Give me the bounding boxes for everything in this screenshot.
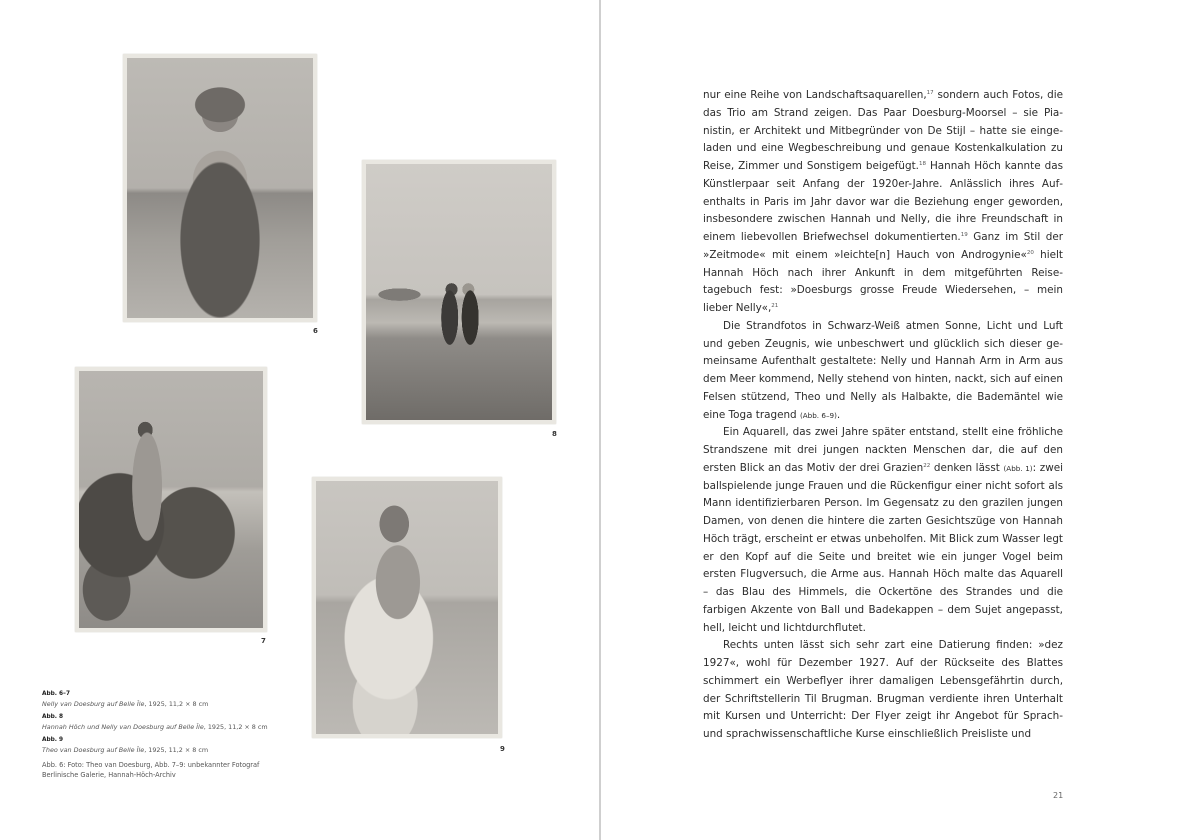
- text-run: denken lässt: [930, 461, 1004, 474]
- photo-figure-6: [123, 54, 317, 322]
- footnote-marker: 21: [771, 303, 779, 309]
- body-text: [703, 87, 1063, 744]
- body-paragraph: [703, 87, 1063, 318]
- footnote-marker: 22: [923, 462, 931, 469]
- footnote-marker: 19: [960, 232, 968, 238]
- footnote-marker: 17: [926, 90, 934, 96]
- caption-description: [42, 700, 342, 710]
- figure-number-8: 8: [552, 430, 557, 438]
- photo-figure-7: [75, 367, 267, 632]
- caption-work-title: Hannah Höch und Nelly van Doesburg auf Belle Île: [42, 722, 204, 731]
- photo-image: [366, 164, 552, 420]
- footnote-marker: 18: [918, 161, 926, 167]
- caption-work-title: Nelly van Doesburg auf Belle Île: [42, 699, 145, 708]
- figure-reference: (Abb. 6–9): [799, 410, 837, 420]
- credit-line-archive: Berlinische Galerie, Hannah-Höch-Archiv: [42, 771, 176, 779]
- photo-image: [127, 58, 313, 318]
- body-paragraph: [703, 318, 1063, 425]
- caption-description: [42, 746, 342, 756]
- caption-work-title: Theo van Doesburg auf Belle Île: [42, 745, 145, 754]
- text-run: .: [836, 408, 841, 421]
- text-run: Hannah Höch kannte das Künstlerpaar seit Anfang der 1920er-Jahre. Anlässlich ihres Aufenthalts in Paris im Jahr davor war die Beziehung enger geworden, insbesondere zwischen Hannah und Nelly, die ihre Freundschaft in einem liebevollen Briefwechsel dokumentierten.: [703, 160, 1063, 243]
- photo-image: [79, 371, 263, 628]
- text-run: sondern auch Fotos, die das Trio am Strand zeigen. Das Paar Doesburg-Moorsel – sie Pianistin, er Architekt und Mitbegründer von De Stijl – hatte sie eingeladen und eine Wegbeschreibung und genaue Kostenkalkulation zu Reise, Zimmer und Sonstigem beigefügt.: [703, 89, 1063, 172]
- text-run: Ganz im Stil der »Zeitmode« mit einem »leichte[n] Hauch von Androgynie«: [703, 231, 1063, 261]
- figure-number-7: 7: [261, 637, 266, 645]
- figure-captions: [42, 690, 342, 780]
- body-paragraph: [703, 424, 1063, 637]
- caption-title: Abb. 8: [42, 714, 64, 720]
- caption-details: , 1925, 11,2 × 8 cm: [203, 722, 268, 731]
- text-run: hielt Hannah Höch nach ihrer Ankunft in dem mitgeführten Reisetagebuch fest: »Doesburgs grosse Freude Wiedersehen, – mein lieber Nelly«,: [703, 248, 1063, 314]
- caption-abb-6-7: [42, 690, 342, 709]
- figure-number-6: 6: [313, 327, 318, 335]
- caption-abb-9: [42, 736, 342, 755]
- footnote-marker: 20: [1026, 249, 1034, 256]
- caption-abb-8: [42, 713, 342, 732]
- caption-title: Abb. 9: [42, 737, 64, 743]
- figure-reference: (Abb. 1): [1003, 463, 1033, 473]
- photo-figure-8: [362, 160, 556, 424]
- caption-details: , 1925, 11,2 × 8 cm: [144, 745, 209, 754]
- text-run: : zwei ballspielende junge Frauen und die Rückenfigur einer nicht sofort als Mann identifizierbaren Person. Im Gegensatz zu den grazilen jungen Damen, von denen die hintere die zarten Gesichtszüge von Hannah Höch trägt, erscheint er etwas unbeholfen. Mit Blick zum Wasser legt er den Kopf auf die Seite und breitet wie ein junger Vogel beim ersten Flugversuch, die Arme aus. Hannah Höch malte das Aquarell – das Blau des Himmels, die Ockertöne des Strandes und die farbigen Akzente von Ball und Badekappen – dem Sujet angepasst, hell, leicht und lichtdurchflutet.: [703, 461, 1063, 634]
- photo-image: [316, 481, 498, 734]
- caption-details: , 1925, 11,2 × 8 cm: [144, 699, 209, 708]
- body-paragraph: [703, 637, 1063, 744]
- text-run: Die Strandfotos in Schwarz-Weiß atmen Sonne, Licht und Luft und geben Zeugnis, wie unbeschwert und glücklich sich dieser gemeinsame Aufenthalt gestaltete: Nelly und Hannah Arm in Arm aus dem Meer kommend, Nelly stehend von hinten, nackt, sich auf einen Felsen stützend, Theo und Nelly als Halbakte, die Bademäntel wie eine Toga tragend: [703, 319, 1063, 421]
- figure-number-9: 9: [500, 745, 505, 753]
- text-run: Ein Aquarell, das zwei Jahre später entstand, stellt eine fröhliche Strandszene mit drei jungen nackten Menschen dar, die auf den ersten Blick an das Motiv der drei Grazien: [703, 426, 1063, 474]
- credit-line-photographers: Abb. 6: Foto: Theo van Doesburg, Abb. 7–9: unbekannter Fotograf: [42, 761, 260, 769]
- caption-title: Abb. 6–7: [42, 691, 70, 697]
- text-run: nur eine Reihe von Landschaftsaquarellen,: [703, 89, 927, 101]
- photo-credits: [42, 760, 342, 780]
- caption-description: [42, 723, 342, 733]
- text-run: Rechts unten lässt sich sehr zart eine Datierung finden: »dez 1927«, wohl für Dezember 1927. Auf der Rückseite des Blattes schimmert ein Werbeflyer ihrer damaligen Lebensgefährtin durch, der Schriftstellerin Til Brugman. Brugman verdiente ihren Unterhalt mit Kursen und Unterricht: Der Flyer zeigt ihr Angebot für Sprach- und sprachwissenschaftliche Kurse einschließlich Preisliste und: [703, 639, 1063, 740]
- page-number: 21: [1053, 791, 1064, 800]
